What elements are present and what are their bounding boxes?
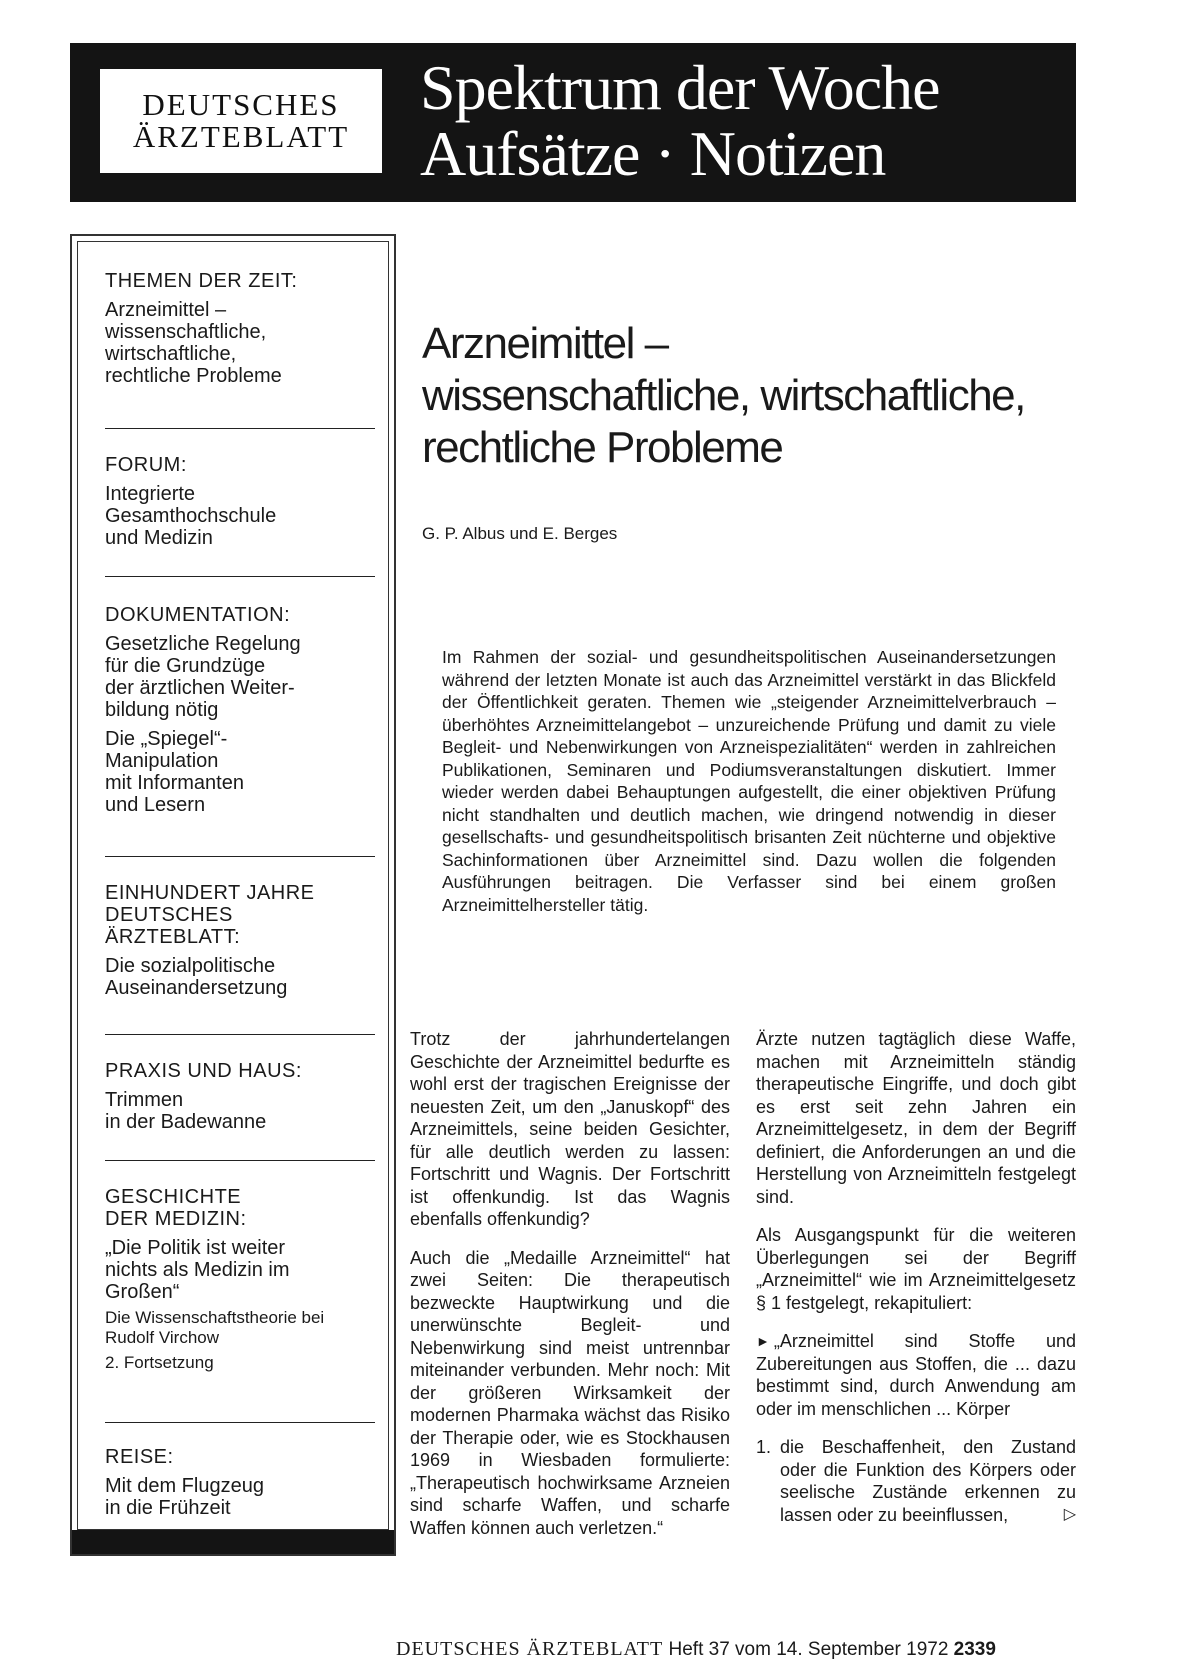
section-text <box>105 728 375 816</box>
contents-section <box>105 1060 375 1133</box>
continue-arrow-icon: ▷ <box>1063 1505 1076 1523</box>
text-line: Integrierte <box>105 483 196 505</box>
footer-issue: Heft 37 vom 14. September 1972 <box>668 1639 949 1660</box>
text-line: in der Badewanne <box>105 1111 267 1133</box>
page-number: 2339 <box>953 1639 996 1660</box>
text-line: Die Wissenschaftstheorie bei <box>105 1308 325 1327</box>
section-heading: PRAXIS UND HAUS: <box>105 1060 302 1082</box>
text-line: mit Informanten <box>105 772 244 794</box>
text-line: DER MEDIZIN: <box>105 1208 247 1230</box>
text-line: Die „Spiegel“- <box>105 728 228 750</box>
text-line: wissenschaftliche, <box>105 321 267 343</box>
divider <box>105 576 375 577</box>
contents-section <box>105 882 375 999</box>
sidebar-footer-bar <box>72 1530 394 1554</box>
paragraph: Ärzte nutzen tagtäglich diese Waffe, machen mit Arzneimitteln ständig therapeutische Eingriffe, und doch gibt es erst seit zehn Jahren ein Arzneimittelgesetz, in dem der Begriff definiert, die Anforderungen an und die Herstellung von Arzneimitteln festgelegt sind. <box>756 1029 1076 1207</box>
text-line: Auseinandersetzung <box>105 977 288 999</box>
law-quote <box>756 1330 1076 1420</box>
contents-section <box>105 1446 375 1519</box>
list-item <box>756 1436 1076 1526</box>
title-line: wissenschaftliche, wirtschaftliche, <box>422 371 1025 420</box>
page-footer <box>396 1638 996 1661</box>
paragraph: Trotz der jahrhundertelangen Geschichte der Arzneimittel bedurfte es wohl erst der tragischen Ereignisse der neuesten Zeit, um den „Januskopf“ des Arzneimittels, seine beiden Gesichter, für alle deutlich werden zu lassen: Fortschritt und Wagnis. Der Fortschritt ist offenkundig. Ist das Wagnis ebenfalls offenkundig? <box>410 1029 730 1229</box>
title-line: rechtliche Probleme <box>422 423 783 472</box>
text-line: Arzneimittel – <box>105 299 227 321</box>
logo <box>100 69 382 173</box>
body-column-2 <box>756 1028 1076 1526</box>
text-line: Die sozialpolitische <box>105 955 276 977</box>
section-heading <box>105 1186 375 1230</box>
text-line: Gesetzliche Regelung <box>105 633 301 655</box>
article-title <box>422 318 1025 474</box>
section-text <box>105 299 375 387</box>
section-heading: FORUM: <box>105 454 187 476</box>
text-line: und Medizin <box>105 527 213 549</box>
footer-publication: DEUTSCHES ÄRZTEBLATT <box>396 1638 664 1660</box>
section-heading <box>105 882 375 948</box>
section-text <box>105 1237 375 1303</box>
masthead <box>70 43 1076 202</box>
divider <box>105 1160 375 1161</box>
title-line: Arzneimittel – <box>422 319 668 368</box>
section-heading: THEMEN DER ZEIT: <box>105 270 298 292</box>
contents-section <box>105 604 375 816</box>
text-line: GESCHICHTE <box>105 1186 242 1208</box>
section-subtext: 2. Fortsetzung <box>105 1353 214 1372</box>
text-line: „Die Politik ist weiter <box>105 1237 286 1259</box>
logo-line: DEUTSCHES <box>142 87 340 122</box>
text-line: der ärztlichen Weiter- <box>105 677 295 699</box>
text-line: Rudolf Virchow <box>105 1328 220 1347</box>
section-heading: REISE: <box>105 1446 174 1468</box>
paragraph: Als Ausgangspunkt für die weiteren Überlegungen sei der Begriff „Arzneimittel“ wie im Arzneimittelgesetz § 1 festgelegt, rekapituliert: <box>756 1225 1076 1313</box>
masthead-title-line: Spektrum der Woche <box>420 52 940 123</box>
text-line: EINHUNDERT JAHRE <box>105 882 315 904</box>
section-text <box>105 1089 375 1133</box>
text-line: und Lesern <box>105 794 206 816</box>
text-line: bildung nötig <box>105 699 219 721</box>
text-line: rechtliche Probleme <box>105 365 282 387</box>
logo-line: ÄRZTEBLATT <box>132 119 350 154</box>
text-line: Mit dem Flugzeug <box>105 1475 264 1497</box>
play-triangle-icon: ► <box>756 1333 770 1349</box>
text-line: Großen“ <box>105 1281 180 1303</box>
divider <box>105 1422 375 1423</box>
paragraph: Auch die „Medaille Arzneimittel“ hat zwei Seiten: Die therapeutisch bezweckte Hauptwirkung und die unerwünschte Begleit- und Nebenwirkung sind meist untrennbar miteinander verbunden. Mehr noch: Mit der größeren Wirksamkeit der modernen Pharmaka wächst das Risiko der Therapie oder, wie es Stockhausen 1969 in Wiesbaden formulierte: „Therapeutisch hochwirksame Arzneien sind scharfe Waffen, und scharfe Waffen können auch verletzen.“ <box>410 1247 730 1538</box>
text-line: Manipulation <box>105 750 219 772</box>
list-number: 1. <box>756 1437 772 1457</box>
text-line: für die Grundzüge <box>105 655 266 677</box>
list-text-content: die Beschaffenheit, den Zustand oder die Funktion des Körpers oder seelische Zustände erkennen zu lassen oder zu beeinflussen, <box>780 1437 1076 1525</box>
divider <box>105 856 375 857</box>
text-line: ÄRZTEBLATT: <box>105 926 241 948</box>
quote-text: „Arzneimittel sind Stoffe und Zubereitungen aus Stoffen, die ... dazu bestimmt sind, durch Anwendung am oder im menschlichen ... Körper <box>756 1331 1076 1419</box>
contents-section <box>105 454 375 549</box>
section-text <box>105 955 375 999</box>
section-text <box>105 483 375 549</box>
text-line: DEUTSCHES <box>105 904 233 926</box>
contents-sidebar <box>70 234 396 1556</box>
text-line: Trimmen <box>105 1089 184 1111</box>
text-line: Gesamthochschule <box>105 505 277 527</box>
section-text <box>105 1475 375 1519</box>
text-line: nichts als Medizin im <box>105 1259 290 1281</box>
contents-frame <box>77 241 389 1530</box>
body-column-1 <box>410 1028 730 1555</box>
text-line: wirtschaftliche, <box>105 343 237 365</box>
article-abstract: Im Rahmen der sozial- und gesundheitspolitischen Auseinandersetzungen während der letzten Monate ist auch das Arzneimittel verstärkt in das Blickfeld der Öffentlichkeit geraten. Themen wie „steigender Arzneimittelverbrauch – überhöhtes Arzneimittelangebot – unzureichende Prüfung und damit zu viele Begleit- und Nebenwirkungen von Arzneispezialitäten“ werden in zahlreichen Publikationen, Seminaren und Podiumsveranstaltungen diskutiert. Immer wieder werden dabei Behauptungen aufgestellt, die einer objektiven Prüfung nicht standhalten und deutlich machen, wie dringend notwendig in dieser gesellschafts- und gesundheitspolitisch brisanten Zeit nüchterne und objektive Sachinformationen über Arzneimittel sind. Dazu wollen die folgenden Ausführungen beitragen. Die Verfasser sind bei einem großen Arzneimittelhersteller tätig. <box>442 647 1056 915</box>
masthead-title <box>420 52 940 189</box>
section-heading: DOKUMENTATION: <box>105 604 291 626</box>
list-text <box>780 1436 1076 1526</box>
section-subtext <box>105 1308 375 1348</box>
masthead-title-line: Aufsätze · Notizen <box>420 118 886 189</box>
contents-section <box>105 1186 375 1373</box>
divider <box>105 1034 375 1035</box>
contents-section <box>105 270 375 387</box>
text-line: in die Frühzeit <box>105 1497 231 1519</box>
article-authors: G. P. Albus und E. Berges <box>422 524 618 543</box>
section-text <box>105 633 375 721</box>
divider <box>105 428 375 429</box>
